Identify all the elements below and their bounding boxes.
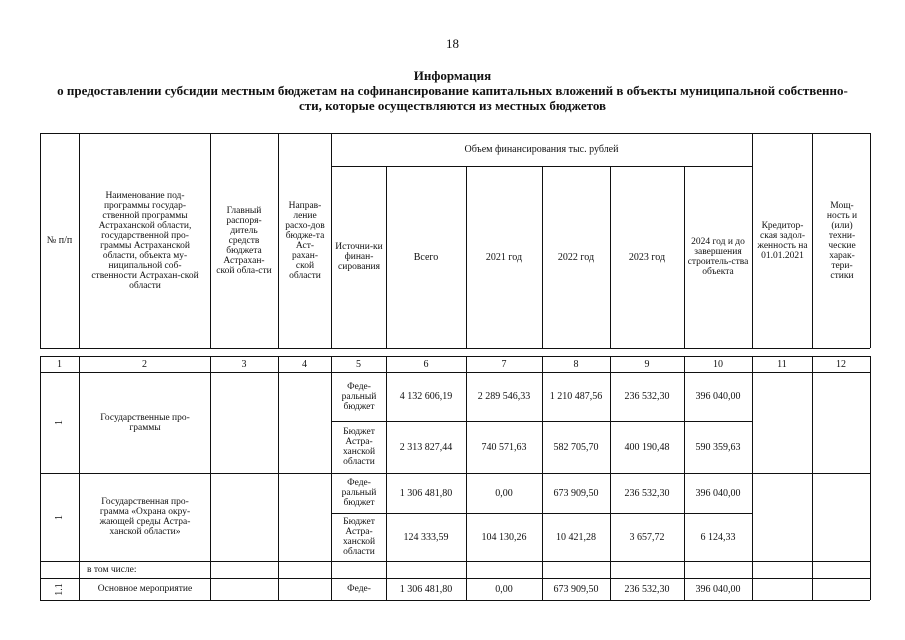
document-title xyxy=(40,68,865,113)
title-line-1: Информация xyxy=(413,68,492,83)
row2-reg-source: Бюджет Астра-ханской области xyxy=(342,517,376,557)
row3-2022: 673 909,50 xyxy=(553,583,599,595)
header-num: № п/п xyxy=(46,235,73,246)
header-2023: 2023 год xyxy=(628,251,666,263)
row1-fed-2021: 2 289 546,33 xyxy=(477,391,531,402)
col-number-12: 12 xyxy=(836,358,846,370)
header-sources: Источни-ки финан-сирования xyxy=(335,242,383,272)
col-number-9: 9 xyxy=(644,358,650,370)
row1-fed-2023: 236 532,30 xyxy=(624,391,670,402)
row1-fed-total: 4 132 606,19 xyxy=(399,391,453,402)
row1-name: Государственные про-граммы xyxy=(100,412,190,433)
row3-source: Феде- xyxy=(347,584,371,594)
row3-2023: 236 532,30 xyxy=(624,583,670,595)
page-number: 18 xyxy=(446,36,459,51)
row2-name: Государственная про-грамма «Охрана окру-жающей среды Астра-ханской области» xyxy=(99,497,191,537)
header-capacity: Мощ-ность и (или) техни-ческие харак-тери-стики xyxy=(826,200,858,281)
col-number-8: 8 xyxy=(573,358,579,370)
row2-fed-total: 1 306 481,80 xyxy=(399,487,453,499)
row1-reg-2022: 582 705,70 xyxy=(553,441,599,453)
row2-reg-2022: 10 421,28 xyxy=(556,531,596,543)
row3-total: 1 306 481,80 xyxy=(399,583,453,595)
header-2022: 2022 год xyxy=(557,251,595,263)
header-direction: Направ-ление расхо-дов бюдже-та Аст-рахан-ской области xyxy=(285,200,325,281)
row1-reg-2023: 400 190,48 xyxy=(624,441,670,453)
header-financing-group: Объем финансирования тыс. рублей xyxy=(464,144,619,155)
header-creditor-debt: Кредитор-ская задол-женность на 01.01.2021 xyxy=(757,220,808,261)
header-total: Всего xyxy=(413,251,439,263)
col-number-6: 6 xyxy=(423,358,429,370)
row3-name: Основное мероприятие xyxy=(97,584,193,594)
title-line-3: сти, которые осуществляются из местных бюджетов xyxy=(298,98,607,113)
row1-reg-2021: 740 571,63 xyxy=(481,441,527,453)
row1-fed-source: Феде-ральный бюджет xyxy=(341,381,377,412)
header-2021: 2021 год xyxy=(485,251,523,263)
header-manager: Главный распоря-дитель средств бюджета Астрахан-ской обла-сти xyxy=(216,205,272,276)
row2-fed-2023: 236 532,30 xyxy=(624,487,670,499)
col-number-4: 4 xyxy=(302,358,307,370)
row1-number: 1 xyxy=(54,420,65,425)
row1-fed-2024: 396 040,00 xyxy=(695,391,741,402)
row1-reg-2024: 590 359,63 xyxy=(695,441,741,453)
header-name: Наименование под-программы государ-ственной программы Астраханской области, государственной про-граммы Астраханской области, объекта му-ниципальной соб-ственности Астрахан-ской области xyxy=(91,190,199,291)
title-line-2: о предоставлении субсидии местным бюджетам на софинансирование капитальных вложений в объекты муниципальной собственно- xyxy=(57,83,848,98)
col-number-5: 5 xyxy=(356,358,361,370)
row3-2024: 396 040,00 xyxy=(695,583,741,595)
col-number-11: 11 xyxy=(777,358,787,370)
row2-reg-2023: 3 657,72 xyxy=(629,531,665,543)
row1-reg-total: 2 313 827,44 xyxy=(399,441,453,453)
including-label: в том числе: xyxy=(87,564,137,575)
row3-number: 1.1 xyxy=(54,582,65,596)
row2-fed-2021: 0,00 xyxy=(495,487,513,499)
row2-fed-2022: 673 909,50 xyxy=(553,487,599,499)
row2-fed-2024: 396 040,00 xyxy=(695,487,741,499)
row1-fed-2022: 1 210 487,56 xyxy=(549,391,603,402)
col-number-7: 7 xyxy=(501,358,507,370)
col-number-3: 3 xyxy=(241,358,247,370)
row2-fed-source: Феде-ральный бюджет xyxy=(341,478,377,508)
header-2024: 2024 год и до завершения строитель-ства объекта xyxy=(687,237,749,277)
row3-2021: 0,00 xyxy=(495,583,513,595)
row2-number: 1 xyxy=(54,514,65,520)
col-number-10: 10 xyxy=(713,358,723,370)
row2-reg-2024: 6 124,33 xyxy=(700,531,736,543)
row1-reg-source: Бюджет Астра-ханской области xyxy=(342,427,376,467)
col-number-2: 2 xyxy=(142,358,147,370)
col-number-1: 1 xyxy=(57,358,62,370)
row2-reg-2021: 104 130,26 xyxy=(481,531,527,543)
row2-reg-total: 124 333,59 xyxy=(403,531,449,543)
